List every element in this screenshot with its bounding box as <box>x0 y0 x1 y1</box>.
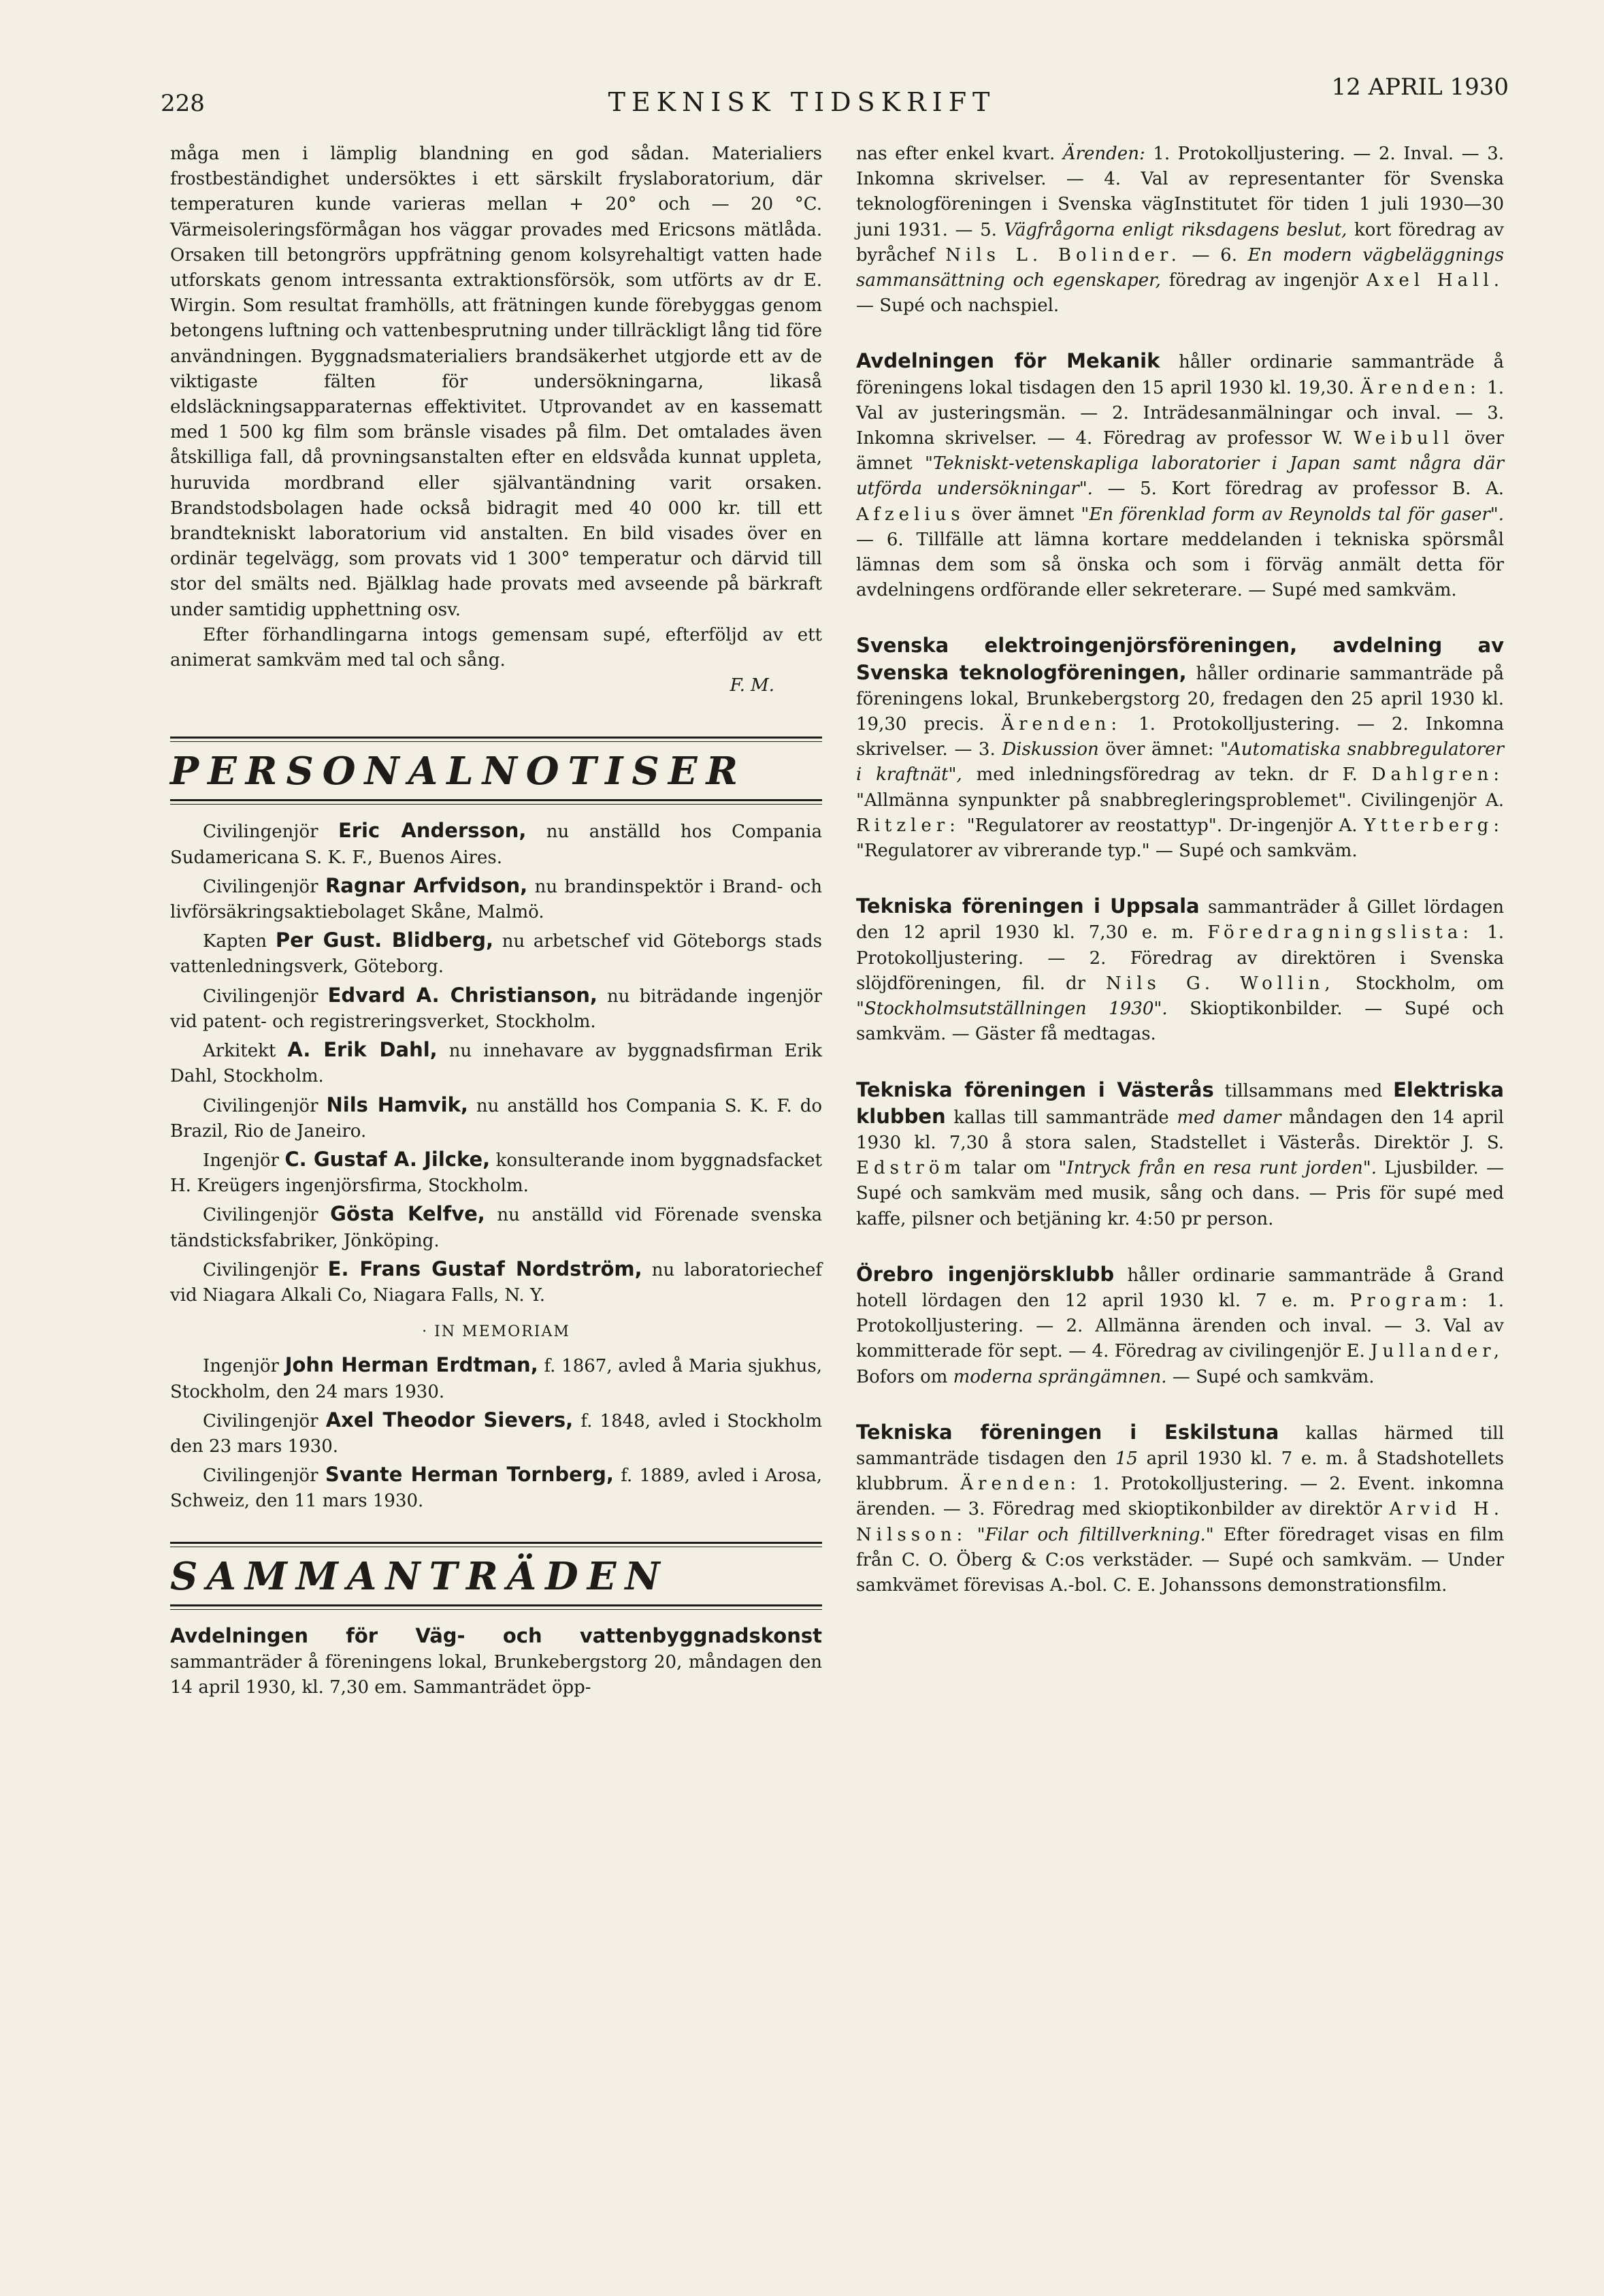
person-entry <box>170 1353 822 1404</box>
person-text: f. 1867, avled å Maria sjukhus, Stockholm, den 24 mars 1930. <box>170 1356 823 1402</box>
text-run: — 5. Kort föredrag av professor B. A. <box>1092 479 1504 500</box>
text-run: håller ordinarie sammanträde å föreningens lokal tisdagen den 15 april 1930 kl. 19,30. <box>856 352 1504 398</box>
spaced-run: Weibull <box>1354 428 1454 449</box>
person-entry <box>170 1257 822 1308</box>
rule-top <box>170 1542 822 1547</box>
spaced-run: Program: <box>1349 1290 1473 1311</box>
meeting-entry <box>856 1262 1504 1390</box>
rule-bottom <box>170 1604 822 1610</box>
text-run: 1. Protokolljustering. — 2. Inval. — 3. Inkomna skrivelser. — 4. Val av representanter för Svenska teknologföreningen i Svenska vägInstitutet för tiden 1 juli 1930—30 juni 1931. — 5. <box>856 144 1504 240</box>
spaced-run: Nils G. Wollin, <box>1106 973 1335 994</box>
text-run <box>967 1525 977 1545</box>
bold-run: Elektriska klubben <box>856 1078 1504 1128</box>
meeting-entry <box>856 349 1504 603</box>
text-run: Bofors om <box>856 1366 953 1387</box>
meeting-org-name: Tekniska föreningen i Uppsala <box>856 894 1200 918</box>
person-text: nu anställd vid Förenade svenska tändsticksfabriker, Jönköping. <box>170 1205 822 1251</box>
person-title: Civilingenjör <box>203 1205 331 1226</box>
person-entry <box>170 1408 822 1459</box>
meeting-org-name: Svenska elektroingenjörsföreningen, avdelning av Svenska teknologföreningen, <box>856 634 1504 684</box>
text-run: april 1930 kl. 7 e. m. å Stadshotellets klubbrum. <box>856 1448 1504 1495</box>
meeting-org-name: Avdelningen för Mekanik <box>856 349 1160 373</box>
person-title: Civilingenjör <box>203 1095 327 1116</box>
person-title: Civilingenjör <box>203 1466 325 1487</box>
text-run: 1. Protokolljustering. — 2. Föredrag av direktören i Svenska slöjdföreningen, fil. dr <box>856 922 1504 994</box>
personal-heading-block <box>170 737 822 805</box>
meeting-entry <box>856 1078 1504 1232</box>
italic-run: "Tekniskt-vetenskapliga laboratorier i Japan samt några där utförda undersökningar". <box>856 453 1505 500</box>
italic-run: Diskussion <box>1002 739 1099 760</box>
italic-run: Vägfrågorna enligt riksdagens beslut, <box>1004 219 1347 240</box>
spaced-run: Edström <box>856 1158 966 1179</box>
meetings-list <box>856 349 1504 1598</box>
person-name: Per Gust. Blidberg, <box>275 928 493 952</box>
text-run: "Regulatorer av vibrerande typ." — Supé och samkväm. <box>856 841 1358 862</box>
person-name: Ragnar Arfvidson, <box>325 873 528 897</box>
section-heading-sammantraden: SAMMANTRÄDEN <box>170 1553 669 1599</box>
person-name: E. Frans Gustaf Nordström, <box>327 1257 642 1280</box>
person-entry <box>170 1147 822 1199</box>
meeting-entry <box>170 1623 822 1701</box>
person-name: Nils Hamvik, <box>326 1093 468 1116</box>
person-name: Gösta Kelfve, <box>330 1202 485 1226</box>
text-run: 1. Val av justeringsmän. — 2. Inträdesanmälningar och inval. — 3. Inkomna skrivelser. — 4. Föredrag av professor W. <box>856 377 1504 449</box>
meeting-entry <box>856 633 1504 864</box>
person-text: nu biträdande ingenjör vid patent- och registreringsverket, Stockholm. <box>170 986 822 1032</box>
left-column <box>170 142 822 1700</box>
meeting-org-name: Tekniska föreningen i Västerås <box>856 1078 1214 1101</box>
person-title: Civilingenjör <box>203 1410 326 1432</box>
italic-run: 15 <box>1115 1448 1138 1469</box>
text-run: Efter föredraget visas en film från C. O. Öberg & C:os verkstäder. — Supé och samkväm. — Under samkvämet förevisas A.-bol. C. E. Johanssons demonstrationsfilm. <box>856 1524 1504 1596</box>
person-entry <box>170 818 822 870</box>
person-name: A. Erik Dahl, <box>287 1038 438 1062</box>
article-continuation: måga men i lämplig blandning en god sådan. Materialiers frostbeständighet undersöktes i ett särskilt fryslaboratorium, där temperaturen kunde varieras mellan + 20° och — 20 °C. Värmeisoleringsförmågan hos väggar provades med Ericsons mätlåda. Orsaken till betongrörs uppfrätning genom kolsyrehaltigt vatten hade utforskats genom intressanta extraktionsförsök, som utförts av dr E. Wirgin. Som resultat framhölls, att frätningen kunde förebyggas genom betongens luftning och vattenbesprutning under tillräckligt lång tid före användningen. Byggnadsmaterialiers brandsäkerhet utgjorde ett av de viktigaste fälten för undersökningarna, likaså eldsläckningsapparaternas effektivitet. Utprovandet av en kassematt med 1 500 kg film som bränsle visades på film. Det omtalades även åtskilliga fall, då provningsanstalten efter en eldsvåda kunnat uppleta, huruvida mordbrand eller självantändning varit orsaken. Brandstodsbolagen hade också bidragit med 40 000 kr. till ett brandtekniskt laboratorium vid anstalten. En bild visades över en ordinär tegelvägg, som provats vid 1 300° temperatur och därvid till stor del smälts ned. Bjälklag hade provats med avseende på bärkraft under samtidig upphettning osv. <box>170 144 822 620</box>
text-run: måndagen den 14 april 1930 kl. 7,30 å stora salen, Stadstellet i Västerås. Direktör J. S. <box>856 1107 1504 1153</box>
person-entry <box>170 1462 822 1514</box>
text-run: Stockholm, om <box>1335 973 1505 994</box>
article-signature: F. M. <box>730 675 774 696</box>
person-name: Edvard A. Christianson, <box>327 983 598 1007</box>
person-text: nu arbetschef vid Göteborgs stads vattenledningsverk, Göteborg. <box>170 931 822 977</box>
text-run: 1. Protokolljustering. — 2. Event. inkomna ärenden. — 3. Föredrag med skioptikonbilder av direktör <box>856 1474 1504 1520</box>
person-entry <box>170 983 822 1035</box>
person-text: nu innehavare av byggnadsfirman Erik Dahl, Stockholm. <box>170 1041 823 1087</box>
italic-run: med damer <box>1177 1107 1281 1128</box>
meeting-text: sammanträder å föreningens lokal, Brunkebergstorg 20, måndagen den 14 april 1930, kl. 7,30 em. Sammanträdet öpp- <box>170 1651 822 1698</box>
person-name: C. Gustaf A. Jilcke, <box>284 1147 491 1171</box>
person-name: Svante Herman Tornberg, <box>325 1463 614 1487</box>
text-run: föredrag av ingenjör <box>1160 270 1366 291</box>
person-entry <box>170 1201 822 1253</box>
italic-run: "En förenklad form av Reynolds tal för gaser". <box>1081 504 1505 525</box>
right-column <box>856 142 1504 1598</box>
text-run: kallas till sammanträde <box>945 1107 1177 1128</box>
spaced-run: Ärenden: <box>1360 377 1481 398</box>
person-title: Arkitekt <box>203 1041 288 1062</box>
spaced-run: Föredragningslista: <box>1207 922 1474 943</box>
text-run: kallas härmed till sammanträde tisdagen den <box>856 1423 1505 1469</box>
text-run: över ämnet: <box>1098 739 1221 760</box>
text-run: 1. Protokolljustering. — 2. Allmänna ärenden och inval. — 3. Val av kommitterade för sept. — 4. Föredrag av civilingenjör E. <box>856 1290 1504 1362</box>
person-name: Axel Theodor Sievers, <box>325 1408 574 1432</box>
journal-title: TEKNISK TIDSKRIFT <box>608 87 996 117</box>
meeting-entry <box>856 1420 1504 1598</box>
person-name: John Herman Erdtman, <box>284 1353 538 1377</box>
person-text: nu laboratoriechef vid Niagara Alkali Co, Niagara Falls, N. Y. <box>170 1259 822 1306</box>
person-text: nu brandinspektör i Brand- och livförsäkringsaktiebolaget Skåne, Malmö. <box>170 876 822 923</box>
italic-run: "Intryck från en resa runt jorden". <box>1058 1158 1377 1179</box>
meeting-entry <box>856 894 1504 1047</box>
issue-date: 12 APRIL 1930 <box>1331 74 1509 101</box>
text-run: över ämnet <box>964 504 1081 525</box>
person-entry <box>170 873 822 925</box>
spaced-run: Jullander, <box>1371 1341 1504 1362</box>
person-title: Civilingenjör <box>203 1259 328 1280</box>
person-title: Ingenjör <box>203 1356 285 1377</box>
page-header <box>0 0 1604 136</box>
spaced-run: Axel Hall. <box>1366 270 1504 291</box>
meeting-org-name: Avdelningen för Väg- och vattenbyggnadskonst <box>170 1623 822 1647</box>
page-number: 228 <box>161 90 205 117</box>
text-run: håller ordinarie sammanträde på föreningens lokal, Brunkebergstorg 20, fredagen den 25 april 1930 kl. 19,30 precis. <box>856 663 1504 735</box>
spaced-run: Ärenden: <box>960 1474 1081 1495</box>
text-run: Skioptikonbilder. — Supé och samkväm. — Gäster få medtagas. <box>856 999 1504 1045</box>
italic-run: "Automatiska snabbregulatorer i kraftnät", <box>856 739 1504 786</box>
memoriam-heading: · IN MEMORIAM <box>422 1323 570 1341</box>
person-title: Civilingenjör <box>203 876 325 897</box>
person-entry <box>170 1037 822 1089</box>
meetings-heading-block <box>170 1542 822 1610</box>
personal-notices-list <box>170 818 822 1308</box>
person-text: f. 1848, avled i Stockholm den 23 mars 1930. <box>170 1410 822 1457</box>
text-run: sammanträder å Gillet lördagen den 12 april 1930 kl. 7,30 e. m. <box>856 897 1504 943</box>
person-title: Civilingenjör <box>203 822 338 843</box>
italic-run: Ärenden: <box>1062 144 1145 164</box>
text-run: "Regulatorer av reostattyp". Dr-ingenjör A. <box>960 815 1364 836</box>
text-run: Ljusbilder. — Supé och samkväm med musik, sång och dans. — Pris för supé med kaffe, pilsner och betjäning kr. 4:50 pr person. <box>856 1158 1505 1229</box>
person-entry <box>170 1093 822 1144</box>
rule-bottom <box>170 799 822 805</box>
text-run: — 6. Tillfälle att lämna kortare meddelanden i tekniska spörsmål lämnas dem som så önska och som i förväg anmält detta för avdelningens ordförande eller sekreterare. — Supé med samkväm. <box>856 529 1504 601</box>
person-text: konsulterande inom byggnadsfacket H. Kreügers ingenjörsfirma, Stockholm. <box>170 1150 822 1197</box>
spaced-run: Nils L. Bolinder. <box>945 244 1181 265</box>
spaced-run: Dahlgren: <box>1371 764 1504 786</box>
text-run: över ämnet <box>856 428 1504 474</box>
text-run: — Supé och nachspiel. <box>856 295 1060 317</box>
italic-run: moderna sprängämnen. <box>953 1366 1167 1387</box>
meeting-continuation <box>856 142 1504 319</box>
spaced-run: Afzelius <box>856 504 965 525</box>
text-run: "Allmänna synpunkter på snabbregleringsproblemet". Civilingenjör A. <box>856 790 1504 811</box>
meeting-org-name: Tekniska föreningen i Eskilstuna <box>856 1420 1279 1444</box>
spaced-run: Arvid H. Nilsson: <box>856 1499 1505 1545</box>
text-run: nas efter enkel kvart. <box>856 144 1063 164</box>
text-run: talar om <box>966 1158 1059 1179</box>
rule-top <box>170 737 822 742</box>
section-heading-personalnotiser: PERSONALNOTISER <box>170 749 747 794</box>
person-title: Kapten <box>203 931 276 952</box>
person-text: nu anställd hos Compania Sudamericana S. K. F., Buenos Aires. <box>170 822 822 868</box>
text-run: kort föredrag av byråchef <box>856 219 1504 265</box>
italic-run: "Stockholmsutställningen 1930". <box>856 999 1168 1020</box>
spaced-run: Ärenden: <box>1001 714 1122 735</box>
text-run: — 6. <box>1181 244 1248 265</box>
text-run: tillsammans med <box>1213 1080 1394 1101</box>
memoriam-list <box>170 1353 822 1514</box>
person-text: f. 1889, avled i Arosa, Schweiz, den 11 mars 1930. <box>170 1466 822 1512</box>
spaced-run: Ritzler: <box>856 815 960 836</box>
italic-run: "Filar och filtillverkning." <box>977 1524 1214 1545</box>
person-title: Ingenjör <box>203 1150 285 1171</box>
text-run: 1. Protokolljustering. — 2. Inkomna skrivelser. — 3. <box>856 714 1505 760</box>
spaced-run: Ytterberg: <box>1364 815 1504 836</box>
text-run: — Supé och samkväm. <box>1166 1366 1375 1387</box>
person-name: Eric Andersson, <box>338 819 527 843</box>
person-text: nu anställd hos Compania S. K. F. do Brazil, Rio de Janeiro. <box>170 1095 822 1142</box>
article-closing: Efter förhandlingarna intogs gemensam supé, efterföljd av ett animerat samkväm med tal och sång. <box>170 624 822 671</box>
person-entry <box>170 928 822 980</box>
person-title: Civilingenjör <box>203 986 328 1007</box>
text-run: håller ordinarie sammanträde å Grand hotell lördagen den 12 april 1930 kl. 7 e. m. <box>856 1265 1504 1311</box>
text-run: med inledningsföredrag av tekn. dr F. <box>962 764 1372 786</box>
meeting-org-name: Örebro ingenjörsklubb <box>856 1262 1115 1286</box>
italic-run: En modern vägbeläggnings sammansättning och egenskaper, <box>856 244 1504 291</box>
